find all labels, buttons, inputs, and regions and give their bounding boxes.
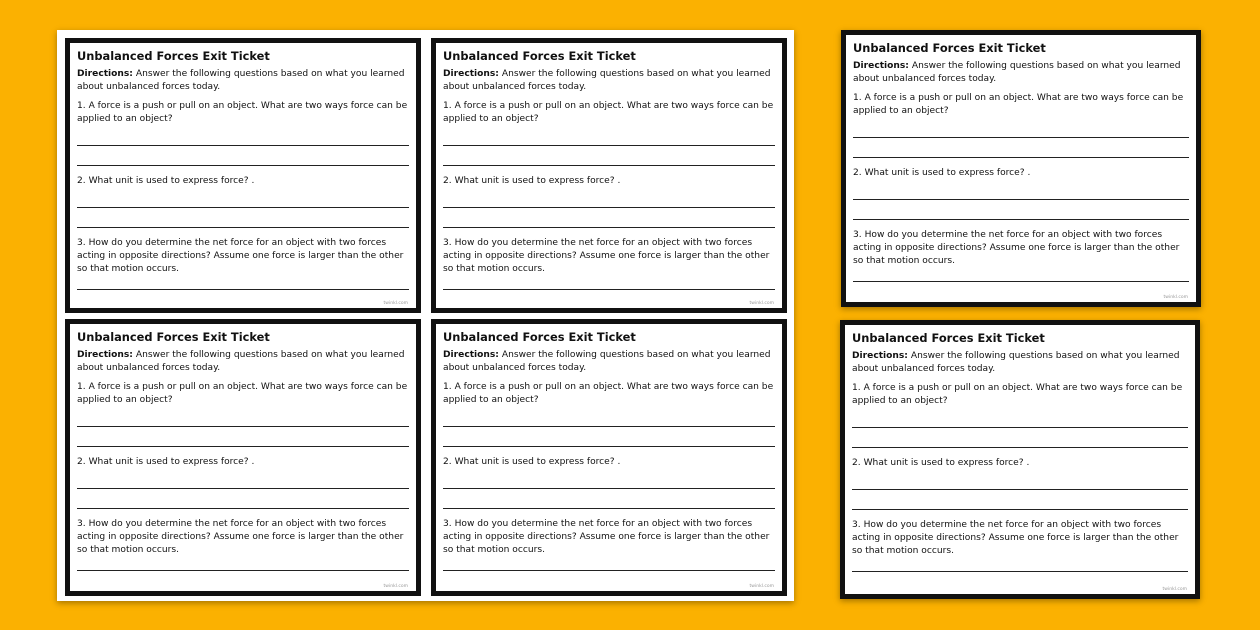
answer-line: [77, 276, 409, 290]
answer-line: [443, 188, 775, 208]
question-2: 2. What unit is used to express force? .: [77, 176, 255, 186]
credit-text: twinkl.com: [749, 584, 774, 589]
question-3: 3. How do you determine the net force for an object with two forces acting in opposite directions? Assume one force is larger than the other so that motion occurs.: [443, 519, 770, 555]
question-2: 2. What unit is used to express force? .: [443, 457, 621, 467]
ticket-directions: [77, 349, 409, 375]
answer-line: [443, 557, 775, 571]
ticket-title: Unbalanced Forces Exit Ticket: [853, 41, 1046, 55]
exit-ticket: [431, 319, 787, 596]
question-1: 1. A force is a push or pull on an object. What are two ways force can be applied to an object?: [77, 101, 408, 124]
answer-line: [852, 490, 1188, 510]
directions-label: Directions:: [77, 69, 133, 79]
exit-ticket: [65, 38, 421, 313]
answer-line: [77, 407, 409, 427]
question-1: 1. A force is a push or pull on an object. What are two ways force can be applied to an object?: [443, 382, 774, 405]
credit-text: twinkl.com: [1162, 587, 1187, 592]
directions-text: Answer the following questions based on what you learned about unbalanced forces today.: [443, 350, 771, 373]
directions-text: Answer the following questions based on what you learned about unbalanced forces today.: [77, 69, 405, 92]
question-3: 3. How do you determine the net force for an object with two forces acting in opposite directions? Assume one force is larger than the other so that motion occurs.: [77, 519, 404, 555]
directions-label: Directions:: [77, 350, 133, 360]
question-3: 3. How do you determine the net force for an object with two forces acting in opposite directions? Assume one force is larger than the other so that motion occurs.: [852, 520, 1179, 556]
answer-line: [443, 208, 775, 228]
question-1: 1. A force is a push or pull on an object. What are two ways force can be applied to an object?: [853, 93, 1184, 116]
ticket-title: Unbalanced Forces Exit Ticket: [77, 49, 270, 63]
ticket-title: Unbalanced Forces Exit Ticket: [443, 330, 636, 344]
answer-line: [443, 469, 775, 489]
question-3: 3. How do you determine the net force for an object with two forces acting in opposite directions? Assume one force is larger than the other so that motion occurs.: [853, 230, 1180, 266]
answer-line: [443, 276, 775, 290]
answer-line: [77, 188, 409, 208]
answer-line: [852, 428, 1188, 448]
answer-line: [853, 180, 1189, 200]
directions-label: Directions:: [443, 69, 499, 79]
answer-line: [77, 126, 409, 146]
directions-text: Answer the following questions based on what you learned about unbalanced forces today.: [77, 350, 405, 373]
answer-line: [77, 427, 409, 447]
answer-line: [443, 427, 775, 447]
ticket-directions: [852, 350, 1188, 376]
ticket-directions: [443, 68, 775, 94]
ticket-title: Unbalanced Forces Exit Ticket: [443, 49, 636, 63]
answer-line: [853, 138, 1189, 158]
question-1: 1. A force is a push or pull on an object. What are two ways force can be applied to an object?: [77, 382, 408, 405]
directions-text: Answer the following questions based on what you learned about unbalanced forces today.: [853, 61, 1181, 84]
answer-line: [852, 558, 1188, 572]
answer-line: [443, 407, 775, 427]
answer-line: [852, 470, 1188, 490]
answer-line: [443, 489, 775, 509]
ticket-directions: [853, 60, 1189, 86]
answer-line: [853, 118, 1189, 138]
credit-text: twinkl.com: [1163, 295, 1188, 300]
question-3: 3. How do you determine the net force for an object with two forces acting in opposite directions? Assume one force is larger than the other so that motion occurs.: [77, 238, 404, 274]
question-2: 2. What unit is used to express force? .: [853, 168, 1031, 178]
answer-line: [853, 268, 1189, 282]
question-2: 2. What unit is used to express force? .: [77, 457, 255, 467]
question-3: 3. How do you determine the net force for an object with two forces acting in opposite directions? Assume one force is larger than the other so that motion occurs.: [443, 238, 770, 274]
credit-text: twinkl.com: [383, 301, 408, 306]
answer-line: [852, 408, 1188, 428]
answer-line: [443, 126, 775, 146]
question-2: 2. What unit is used to express force? .: [852, 458, 1030, 468]
credit-text: twinkl.com: [383, 584, 408, 589]
exit-ticket: [840, 320, 1200, 599]
answer-line: [77, 146, 409, 166]
answer-line: [443, 146, 775, 166]
ticket-title: Unbalanced Forces Exit Ticket: [852, 331, 1045, 345]
exit-ticket: [65, 319, 421, 596]
question-2: 2. What unit is used to express force? .: [443, 176, 621, 186]
answer-line: [77, 557, 409, 571]
answer-line: [77, 208, 409, 228]
directions-text: Answer the following questions based on what you learned about unbalanced forces today.: [443, 69, 771, 92]
question-1: 1. A force is a push or pull on an object. What are two ways force can be applied to an object?: [852, 383, 1183, 406]
ticket-title: Unbalanced Forces Exit Ticket: [77, 330, 270, 344]
question-1: 1. A force is a push or pull on an object. What are two ways force can be applied to an object?: [443, 101, 774, 124]
ticket-directions: [443, 349, 775, 375]
directions-label: Directions:: [853, 61, 909, 71]
directions-label: Directions:: [852, 351, 908, 361]
answer-line: [77, 489, 409, 509]
exit-ticket: [431, 38, 787, 313]
credit-text: twinkl.com: [749, 301, 774, 306]
answer-line: [77, 469, 409, 489]
ticket-directions: [77, 68, 409, 94]
exit-ticket: [841, 30, 1201, 307]
directions-text: Answer the following questions based on what you learned about unbalanced forces today.: [852, 351, 1180, 374]
answer-line: [853, 200, 1189, 220]
directions-label: Directions:: [443, 350, 499, 360]
